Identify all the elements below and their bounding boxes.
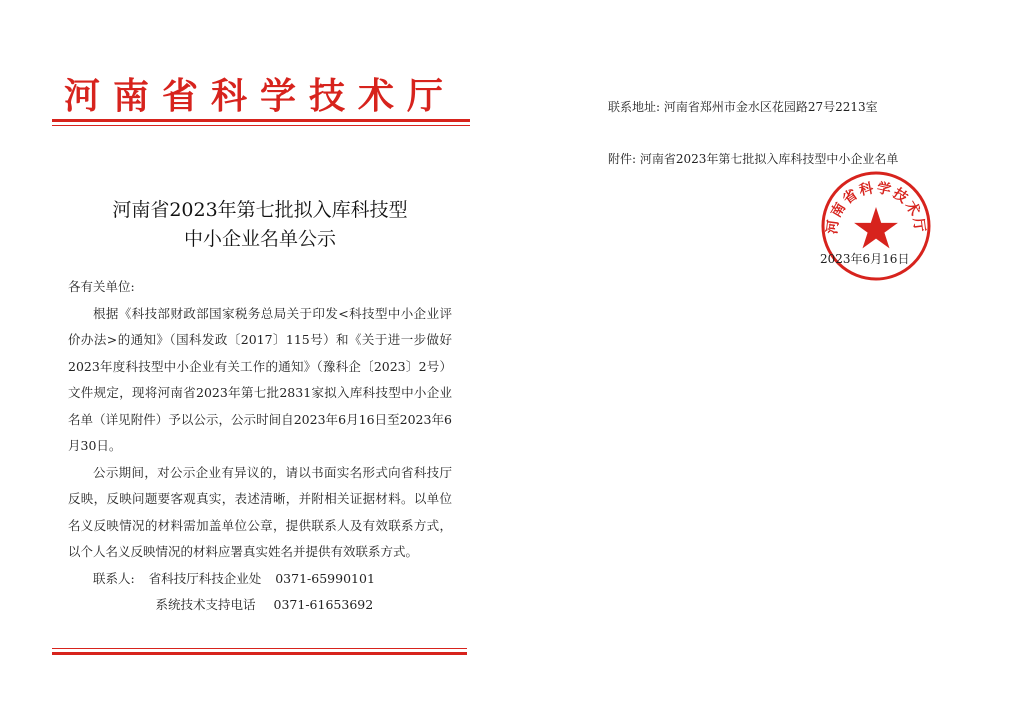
notice-body (68, 274, 452, 619)
notice-title (60, 196, 460, 254)
contact2-name: 系统技术支持电话 (155, 597, 256, 612)
footer-rule-thick (52, 652, 467, 655)
svg-text:河南省科学技术厅: 河南省科学技术厅 (824, 180, 928, 236)
contact1-name: 省科技厅科技企业处 (148, 570, 262, 586)
contact-address: 联系地址: 河南省郑州市金水区花园路27号2213室 (608, 100, 878, 114)
paragraph-2: 公示期间，对公示企业有异议的，请以书面实名形式向省科技厅反映，反映问题要客观真实，表述清晰，并附相关证据材料。以单位名义反映情况的材料需加盖单位公章，提供联系人及有效联系方式，以个人名义反映情况的材料应署真实姓名并提供有效联系方式。 (68, 464, 452, 559)
paragraph-1: 根据《科技部财政部国家税务总局关于印发<科技型中小企业评价办法>的通知》（国科发政〔2017〕115号）和《关于进一步做好2023年度科技型中小企业有关工作的通知》（豫科企〔2023〕2号）文件规定，现将河南省2023年第七批2831家拟入库科技型中小企业名单（详见附件）予以公示，公示时间自2023年6月16日至2023年6月30日。 (68, 305, 452, 453)
notice-title-line2: 中小企业名单公示 (183, 228, 336, 250)
header-rule-thin (52, 125, 470, 126)
contact2-phone: 0371-61653692 (273, 597, 374, 612)
notice-date: 2023年6月16日 (820, 252, 910, 266)
salutation: 各有关单位: (68, 279, 135, 294)
contact-line-1 (68, 566, 452, 593)
contact1-phone: 0371-65990101 (275, 570, 375, 586)
header-rule-thick (52, 119, 470, 122)
contact-label: 联系人: (93, 570, 135, 586)
contact-line-2 (68, 592, 452, 619)
attachment-note: 附件: 河南省2023年第七批拟入库科技型中小企业名单 (608, 152, 899, 166)
agency-name-heading: 河南省科学技术厅 (64, 75, 457, 117)
notice-title-line1: 河南省2023年第七批拟入库科技型 (112, 199, 408, 221)
footer-rule-thin (52, 648, 467, 649)
